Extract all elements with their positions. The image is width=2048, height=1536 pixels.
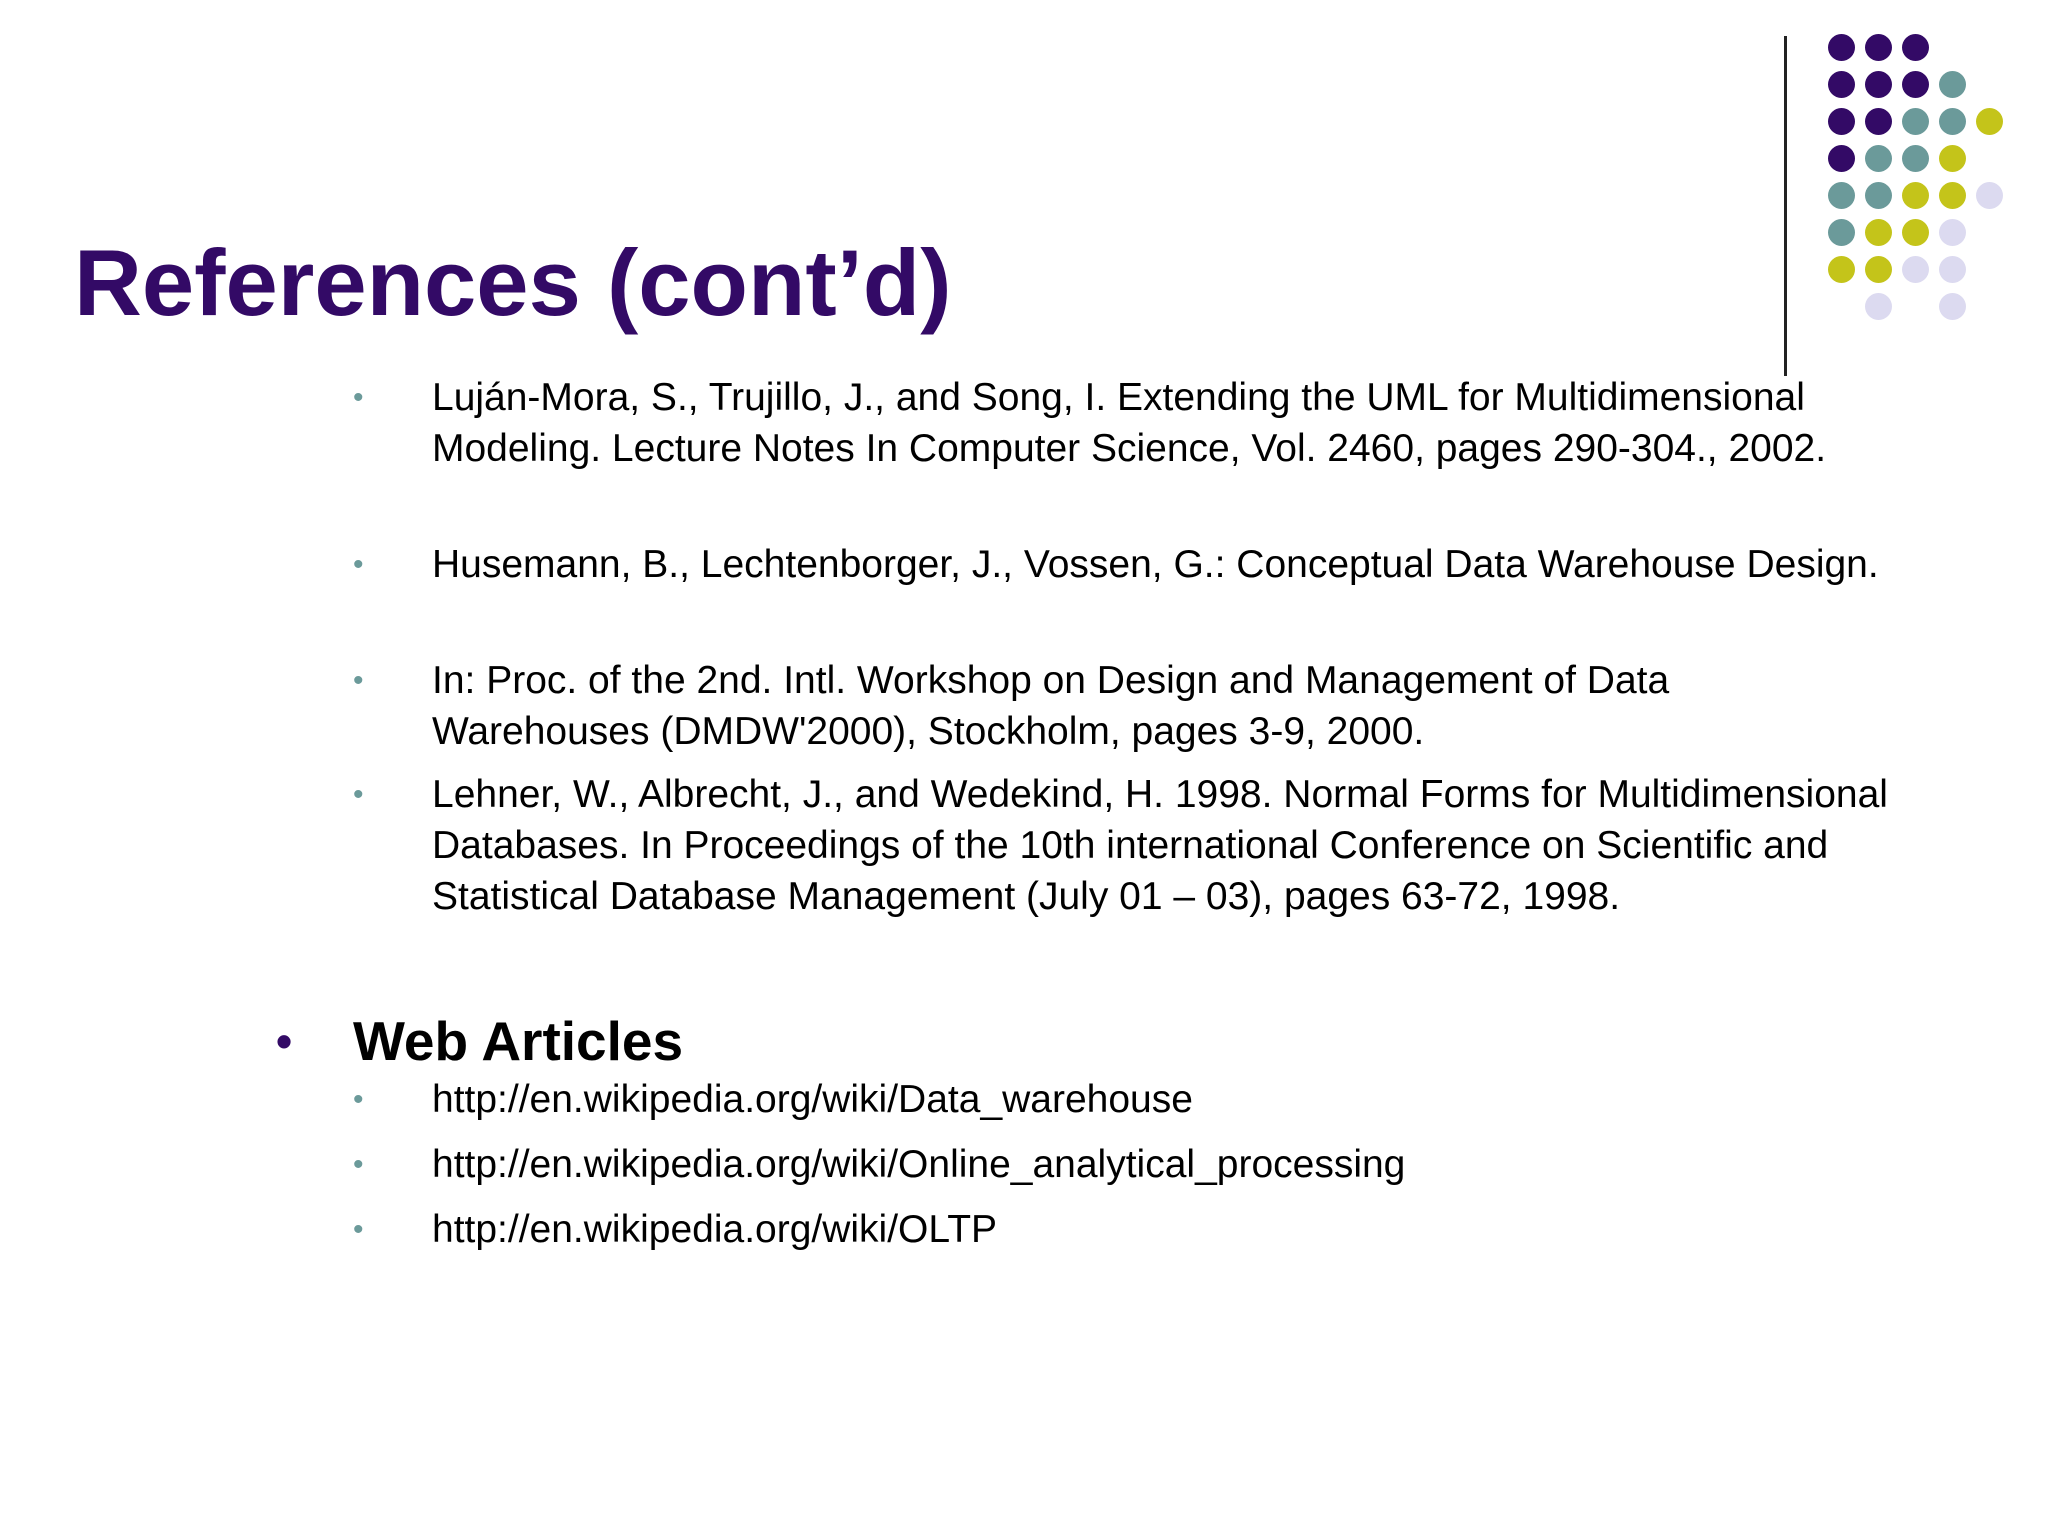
decorative-dot [1939, 219, 1966, 246]
reference-text: In: Proc. of the 2nd. Intl. Workshop on Design and Management of Data Warehouses (DMDW'2000), Stockholm, pages 3-9, 2000. [432, 659, 1670, 753]
decorative-dot [1828, 219, 1855, 246]
reference-item [353, 769, 1892, 922]
decorative-dot [1939, 293, 1966, 320]
decorative-dot [1939, 145, 1966, 172]
decorative-dot [1939, 108, 1966, 135]
web-articles-heading-text: Web Articles [353, 1010, 684, 1072]
divider-line [1784, 36, 1787, 376]
bullet-icon: • [353, 548, 364, 581]
link-text[interactable]: http://en.wikipedia.org/wiki/OLTP [432, 1208, 998, 1251]
decorative-dot [1865, 182, 1892, 209]
decorative-dot [1828, 182, 1855, 209]
decorative-dot [1902, 182, 1929, 209]
decorative-dot [1865, 293, 1892, 320]
bullet-icon: • [353, 1213, 364, 1246]
decorative-dot [1939, 71, 1966, 98]
reference-text: Luján-Mora, S., Trujillo, J., and Song, I. Extending the UML for Multidimensional Modeling. Lecture Notes In Computer Science, Vol. 2460, pages 290-304., 2002. [432, 376, 1827, 470]
decorative-dot [1939, 182, 1966, 209]
bullet-icon: • [353, 381, 364, 414]
decorative-dot [1865, 34, 1892, 61]
web-article-link[interactable] [353, 1074, 1193, 1125]
decorative-dot [1976, 108, 2003, 135]
reference-item [353, 372, 1892, 474]
link-text[interactable]: http://en.wikipedia.org/wiki/Data_warehouse [432, 1078, 1193, 1121]
bullet-icon: • [353, 664, 364, 697]
decorative-dot [1865, 145, 1892, 172]
page-title: References (cont’d) [74, 230, 952, 335]
decorative-dot [1865, 219, 1892, 246]
reference-text: Husemann, B., Lechtenborger, J., Vossen, G.: Conceptual Data Warehouse Design. [432, 543, 1879, 586]
decorative-dot [1828, 256, 1855, 283]
decorative-dot [1828, 108, 1855, 135]
reference-text: Lehner, W., Albrecht, J., and Wedekind, H. 1998. Normal Forms for Multidimensional Databases. In Proceedings of the 10th international Conference on Scientific and Statistical Database Management (July 01 – 03), pages 63-72, 1998. [432, 773, 1888, 918]
web-article-link[interactable] [353, 1139, 1406, 1190]
bullet-icon: • [353, 1083, 364, 1116]
decorative-dot [1902, 145, 1929, 172]
decorative-dot [1902, 71, 1929, 98]
decorative-dot [1828, 71, 1855, 98]
decorative-dot [1939, 256, 1966, 283]
decorative-dot [1865, 71, 1892, 98]
web-article-link[interactable] [353, 1204, 998, 1255]
web-articles-heading [276, 1007, 684, 1075]
decorative-dot [1828, 145, 1855, 172]
decorative-dot [1865, 256, 1892, 283]
bullet-icon: • [353, 1148, 364, 1181]
decorative-dot [1865, 108, 1892, 135]
decorative-dot [1902, 108, 1929, 135]
decorative-dot [1902, 256, 1929, 283]
link-text[interactable]: http://en.wikipedia.org/wiki/Online_analytical_processing [432, 1143, 1406, 1186]
reference-item [353, 655, 1892, 757]
bullet-icon: • [353, 778, 364, 811]
bullet-icon: • [276, 1015, 293, 1067]
decorative-dot [1902, 219, 1929, 246]
decorative-dot [1902, 34, 1929, 61]
decorative-dot [1976, 182, 2003, 209]
reference-item [353, 539, 1892, 590]
decorative-dot [1828, 34, 1855, 61]
